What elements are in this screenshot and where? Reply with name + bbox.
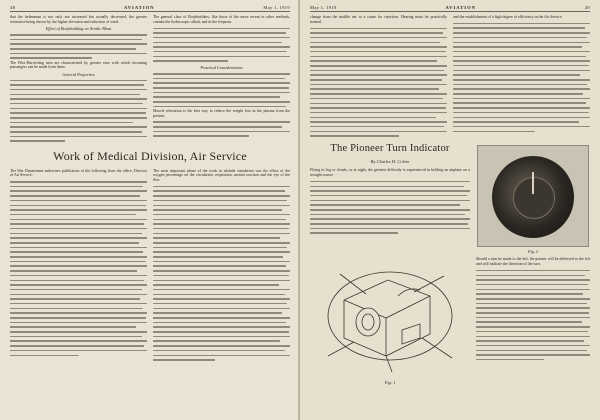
left-col1-tail: The Pilot-Harvesting men are characterized by greater ease with which incoming passengers can be made from them.: [10, 60, 147, 70]
left-col1-subhead: Effect of Bodybuilding on Nordic Bloat: [45, 26, 112, 32]
right-article-right: [476, 141, 590, 387]
left-article-col2-lead: The most important phase of the work in altitude simulation was the effect of the oxygen percentage on the circulation, respiration, mental reaction and the eye of the flier.: [153, 168, 290, 182]
instrument-pointer: [532, 172, 534, 194]
left-article-lead: The War Department authorizes publication of the following from the office, Director of Air Service:: [10, 168, 147, 178]
right-col2-lead: and the establishment of a high degree of efficiency in the Air Service.: [453, 15, 563, 19]
left-header-date: May 1, 1919: [263, 5, 290, 10]
left-col2-body-2: [153, 71, 290, 109]
fig2-caption: Fig. 2: [527, 249, 538, 255]
right-col1-body: [310, 26, 447, 139]
left-article-body-1: [10, 179, 147, 357]
left-col2-lead: The general class of Bodybuilders, like those of the more recent in other methods, contain the hydroscopic alkali, and in the frequent.: [153, 15, 290, 24]
right-article-byline: By Charles H. Colvin: [370, 159, 410, 165]
right-col2-article-body: [476, 268, 590, 362]
left-col1-body-2: [10, 78, 147, 144]
left-top-col-1: [10, 15, 147, 144]
right-col2-body: [453, 21, 590, 134]
left-col1-subhead-general: General Properties: [62, 71, 95, 77]
right-header-date: May 1, 1919: [310, 5, 337, 10]
left-running-header: [10, 5, 290, 12]
left-header-title: AVIATION: [123, 5, 155, 10]
left-bottom-col-2: [153, 169, 290, 363]
fig1-caption: Fig. 1: [384, 379, 396, 385]
right-article-body: [310, 179, 470, 235]
right-top-columns: [310, 15, 590, 138]
right-article-title: The Pioneer Turn Indicator: [330, 143, 450, 155]
fig1-turn-indicator-diagram: [310, 238, 470, 388]
right-col2-article-lead: Should a turn be made to the left, the pointer will be deflected to the left and will indicate the direction of the turn.: [476, 257, 590, 267]
left-article-title: Work of Medical Division, Air Service: [53, 148, 247, 163]
right-header-title: AVIATION: [445, 5, 476, 10]
left-top-col-2: [153, 15, 290, 144]
left-col1-body: [10, 32, 147, 60]
left-col1-lead: that the helmsman is not only not increased but actually decreased, the greater resistance being shown by the higher elevation and reduction of wind.: [10, 15, 147, 24]
left-col2-heading: Practical Considerations: [200, 65, 243, 71]
right-article-area: [310, 141, 590, 387]
left-top-columns: [10, 15, 290, 144]
right-article-lead: Flying in fog or clouds, or at night, the greatest difficulty is experienced in holding an airplane on a straight course.: [310, 168, 470, 178]
right-col1-lead: change from the middle ear to a cause for rejection. Hearing must be practically normal.: [310, 15, 447, 24]
left-folio: 48: [10, 5, 16, 10]
right-top-col-2: [453, 15, 590, 138]
left-col2-body: [153, 26, 290, 64]
left-article-body-2: [153, 184, 290, 362]
left-bottom-columns: [10, 169, 290, 363]
left-bottom-col-1: [10, 169, 147, 363]
right-page: [300, 0, 600, 420]
fig2-instrument-photo: [477, 145, 589, 247]
right-article-left: [310, 141, 470, 387]
left-col2-body-3: [153, 120, 290, 139]
right-top-col-1: [310, 15, 447, 138]
left-col2-tail: Muscle relaxation is the best way to reduce the weight loss in the plasma from the present.: [153, 108, 290, 118]
right-running-header: [310, 5, 590, 12]
right-folio: 49: [584, 5, 590, 10]
